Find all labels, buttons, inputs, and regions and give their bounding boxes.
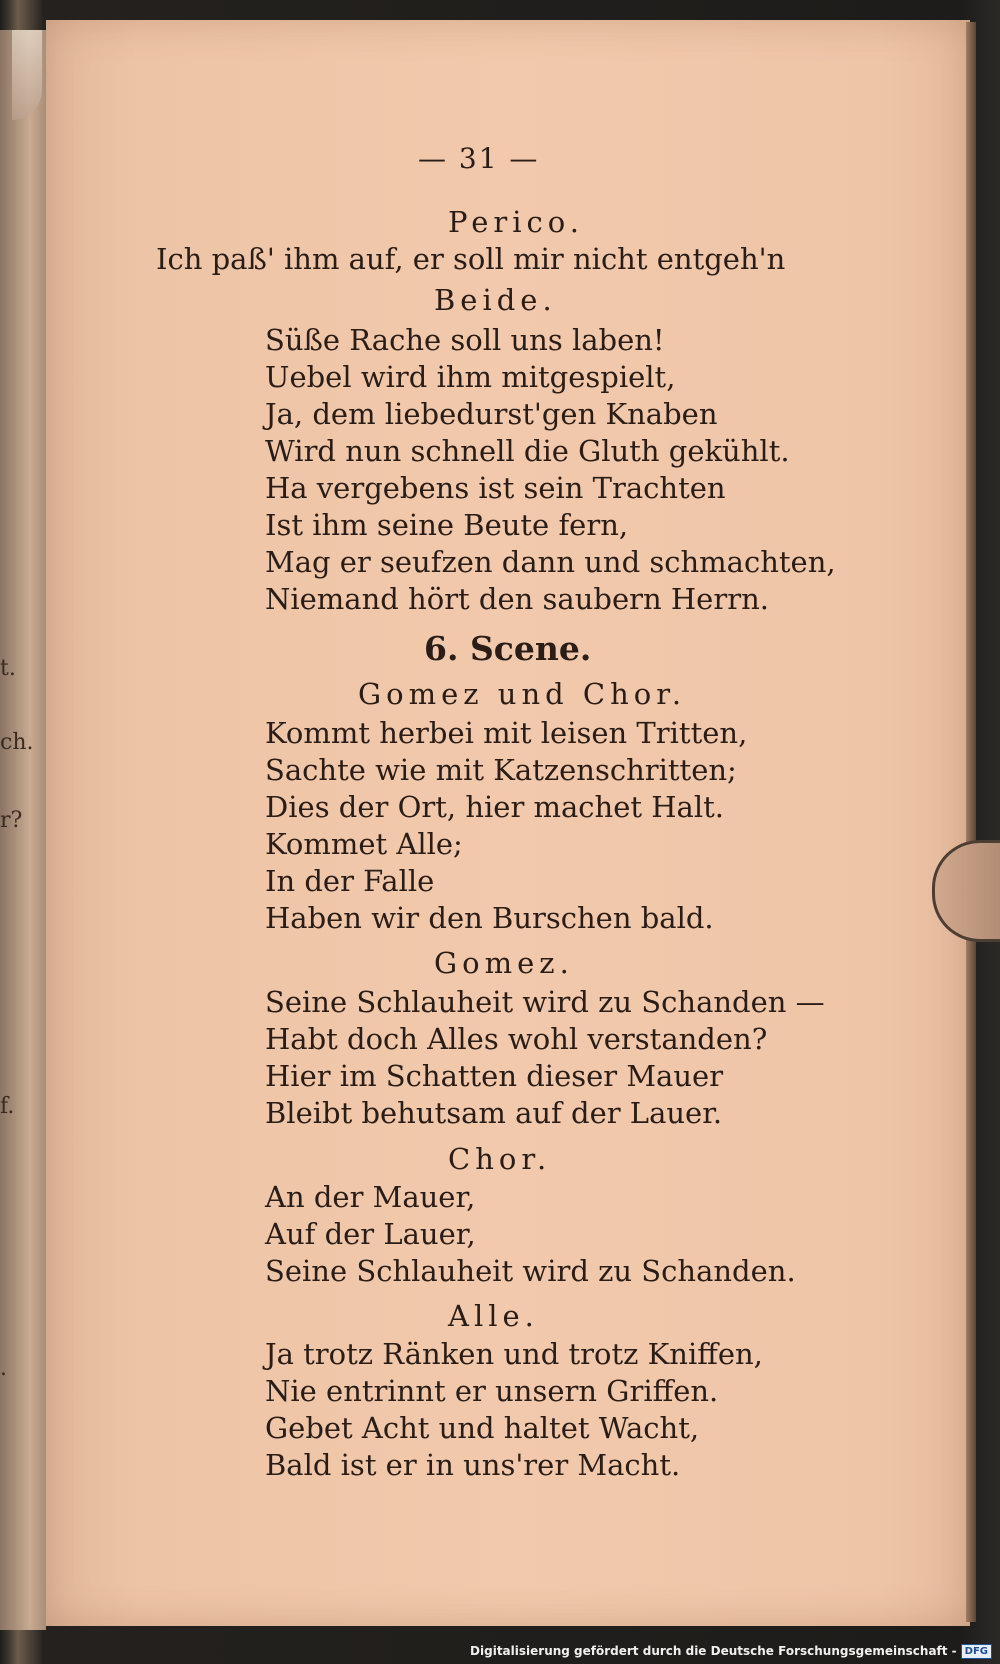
speaker-heading: Gomez und Chor. — [358, 677, 687, 711]
speaker-heading: Chor. — [448, 1142, 552, 1176]
verse-line: Bald ist er in uns'rer Macht. — [265, 1448, 681, 1482]
verse-line: Süße Rache soll uns laben! — [265, 323, 665, 357]
page-number: — 31 — — [418, 142, 540, 175]
margin-mark: ch. — [0, 730, 34, 755]
speaker-heading: Alle. — [448, 1299, 539, 1333]
verse-line: Habt doch Alles wohl verstanden? — [265, 1022, 768, 1056]
verse-line: Wird nun schnell die Gluth gekühlt. — [265, 434, 790, 468]
verse-line: Mag er seufzen dann und schmachten, — [265, 545, 836, 579]
verse-line: Dies der Ort, hier machet Halt. — [265, 790, 724, 824]
verse-line: Nie entrinnt er unsern Griffen. — [265, 1374, 719, 1408]
digitization-footer — [470, 1640, 992, 1662]
margin-mark: t. — [0, 656, 16, 681]
verse-line: Kommt herbei mit leisen Tritten, — [265, 716, 748, 750]
dfg-logo: DFG — [961, 1644, 992, 1659]
verse-line: Ha vergebens ist sein Trachten — [265, 471, 726, 505]
verse-line: Seine Schlauheit wird zu Schanden. — [265, 1254, 796, 1288]
verse-line: An der Mauer, — [265, 1180, 476, 1214]
verse-line: Hier im Schatten dieser Mauer — [265, 1059, 724, 1093]
footer-text: Digitalisierung gefördert durch die Deutsche Forschungsgemeinschaft - — [470, 1644, 957, 1658]
verse-line: Seine Schlauheit wird zu Schanden — — [265, 985, 825, 1019]
margin-mark: f. — [0, 1094, 15, 1119]
verse-line: Kommet Alle; — [265, 827, 463, 861]
scene-heading: 6. Scene. — [424, 629, 592, 668]
verse-line: Uebel wird ihm mitgespielt, — [265, 360, 676, 394]
speaker-heading: Perico. — [448, 205, 584, 239]
verse-line: Sachte wie mit Katzenschritten; — [265, 753, 737, 787]
verse-line: In der Falle — [265, 864, 435, 898]
speaker-heading: Beide. — [434, 283, 557, 317]
verse-line: Haben wir den Burschen bald. — [265, 901, 714, 935]
verse-line: Ist ihm seine Beute fern, — [265, 508, 629, 542]
verse-line: Gebet Acht und haltet Wacht, — [265, 1411, 700, 1445]
margin-mark: r? — [0, 808, 23, 833]
margin-mark: . — [0, 1356, 7, 1381]
verse-line: Niemand hört den saubern Herrn. — [265, 582, 769, 616]
verse-line: Auf der Lauer, — [265, 1217, 476, 1251]
verse-line: Ja, dem liebedurst'gen Knaben — [265, 397, 718, 431]
verse-line: Bleibt behutsam auf der Lauer. — [265, 1096, 723, 1130]
verse-line: Ich paß' ihm auf, er soll mir nicht entgeh'n — [156, 242, 786, 276]
verse-line: Ja trotz Ränken und trotz Kniffen, — [265, 1337, 763, 1371]
speaker-heading: Gomez. — [434, 946, 574, 980]
